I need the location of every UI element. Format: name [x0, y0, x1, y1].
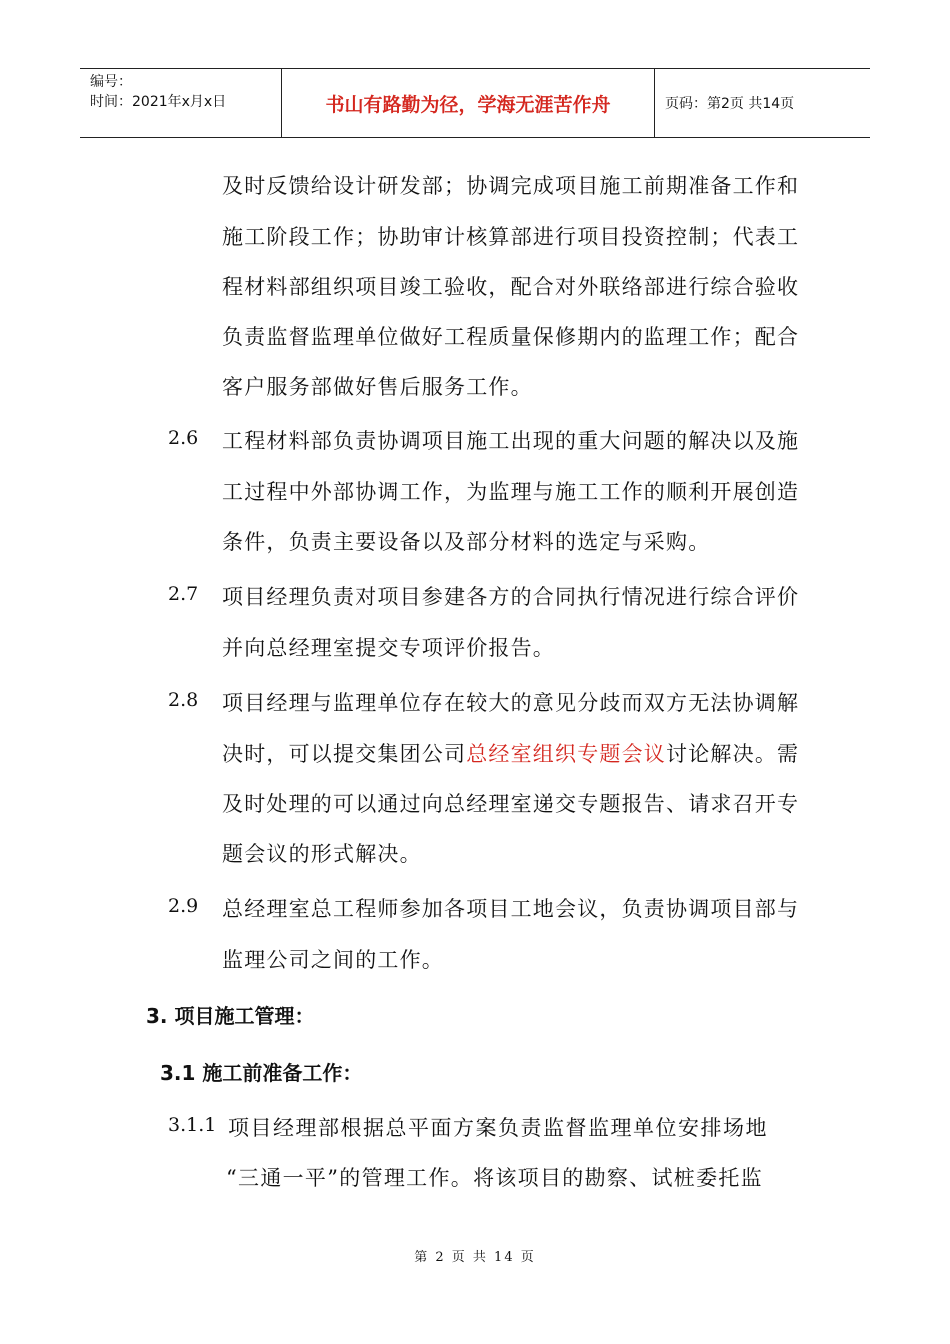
subsection-heading: 3.1 施工前准备工作：	[160, 1061, 363, 1085]
paragraph-line: 项目经理部根据总平面方案负责监督监理单位安排场地	[228, 1116, 768, 1140]
item-number: 3.1.1	[168, 1114, 217, 1136]
header-meta-cell	[80, 69, 282, 137]
paragraph-line: 题会议的形式解决。	[222, 842, 422, 866]
paragraph-line: 项目经理负责对项目参建各方的合同执行情况进行综合评价	[222, 585, 800, 609]
document-code-label: 编号：	[90, 74, 132, 90]
item-number: 2.8	[168, 689, 199, 711]
text-segment: 讨论解决。需	[666, 742, 800, 766]
paragraph-line: 负责监督监理单位做好工程质量保修期内的监理工作；配合	[222, 325, 800, 349]
paragraph-line: 程材料部组织项目竣工验收，配合对外联络部进行综合验收	[222, 275, 800, 299]
paragraph-line: 施工阶段工作；协助审计核算部进行项目投资控制；代表工	[222, 225, 800, 249]
paragraph-line: 监理公司之间的工作。	[222, 948, 444, 972]
header-motto: 书山有路勤为径，学海无涯苦作舟	[282, 69, 655, 137]
paragraph-line: 及时反馈给设计研发部；协调完成项目施工前期准备工作和	[222, 174, 800, 198]
document-date: 时间：2021年x月x日	[90, 94, 227, 110]
paragraph-line: 条件，负责主要设备以及部分材料的选定与采购。	[222, 530, 711, 554]
item-number: 2.7	[168, 583, 199, 605]
page-footer: 第 2 页 共 14 页	[414, 1250, 536, 1265]
paragraph-line: 项目经理与监理单位存在较大的意见分歧而双方无法协调解	[222, 691, 800, 715]
paragraph-line: 总经理室总工程师参加各项目工地会议，负责协调项目部与	[222, 897, 800, 921]
highlighted-text: 总经室组织专题会议	[466, 742, 667, 766]
item-number: 2.9	[168, 895, 199, 917]
paragraph-line: 并向总经理室提交专项评价报告。	[222, 636, 555, 660]
paragraph-line: 工过程中外部协调工作，为监理与施工工作的顺利开展创造	[222, 480, 800, 504]
paragraph-line: “三通一平”的管理工作。将该项目的勘察、试桩委托监	[226, 1166, 763, 1190]
document-header	[80, 68, 870, 138]
paragraph-line: 客户服务部做好售后服务工作。	[222, 375, 533, 399]
item-number: 2.6	[168, 427, 199, 449]
paragraph-line: 及时处理的可以通过向总经理室递交专题报告、请求召开专	[222, 792, 800, 816]
paragraph-line: 工程材料部负责协调项目施工出现的重大问题的解决以及施	[222, 429, 800, 453]
header-page-info: 页码：第2页 共14页	[665, 96, 795, 112]
paragraph-line	[222, 738, 799, 768]
section-heading: 3. 项目施工管理：	[146, 1004, 315, 1028]
text-segment: 决时，可以提交集团公司	[222, 742, 467, 766]
